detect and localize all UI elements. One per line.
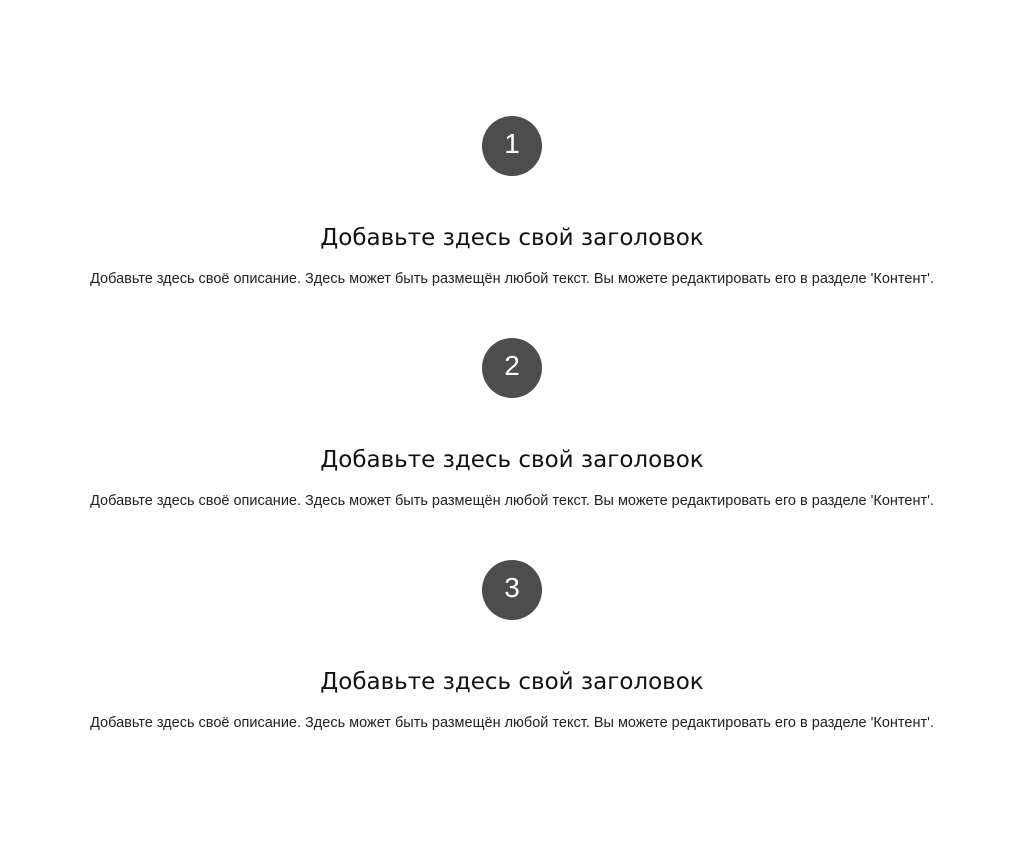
- step-title: Добавьте здесь свой заголовок: [320, 669, 704, 695]
- step-title: Добавьте здесь свой заголовок: [320, 447, 704, 473]
- step-number-badge: 3: [482, 560, 542, 620]
- step-number-badge: 1: [482, 116, 542, 176]
- step-item: [0, 560, 1024, 782]
- step-description: Добавьте здесь своё описание. Здесь может быть размещён любой текст. Вы можете редактировать его в разделе 'Контент'.: [90, 715, 934, 731]
- step-description: Добавьте здесь своё описание. Здесь может быть размещён любой текст. Вы можете редактировать его в разделе 'Контент'.: [90, 493, 934, 509]
- step-number-badge: 2: [482, 338, 542, 398]
- step-item: [0, 116, 1024, 338]
- step-item: [0, 338, 1024, 560]
- step-description: Добавьте здесь своё описание. Здесь может быть размещён любой текст. Вы можете редактировать его в разделе 'Контент'.: [90, 271, 934, 287]
- steps-section: [0, 116, 1024, 782]
- step-title: Добавьте здесь свой заголовок: [320, 225, 704, 251]
